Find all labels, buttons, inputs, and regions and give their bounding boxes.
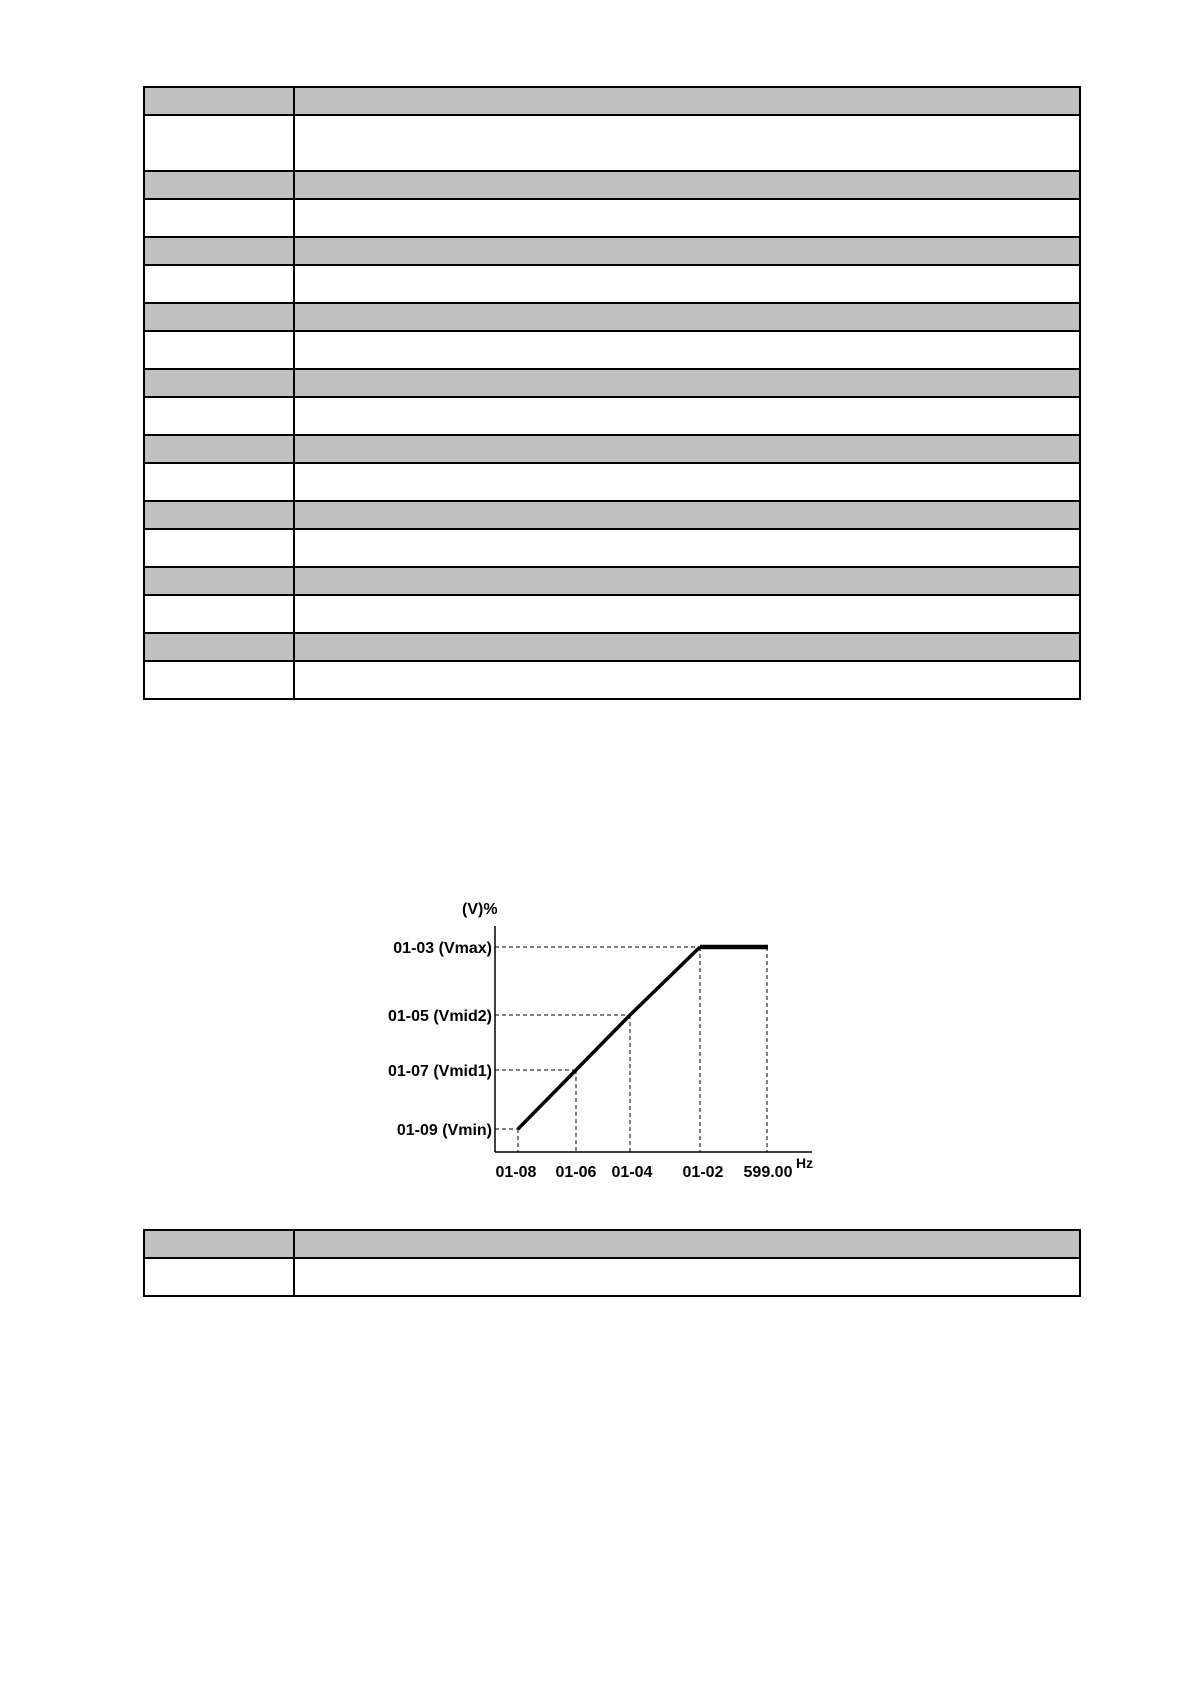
- x-label-f-base: 01-02: [682, 1164, 724, 1181]
- table-cell: [294, 633, 1080, 661]
- table-header-row: [144, 87, 1080, 115]
- table-cell: [144, 435, 294, 463]
- x-label-f-max: 599.00: [743, 1164, 793, 1181]
- table-cell: [294, 331, 1080, 369]
- table-cell: [144, 1258, 294, 1296]
- table-cell: [294, 1258, 1080, 1296]
- table-cell: [294, 595, 1080, 633]
- x-label-f-min: 01-08: [495, 1164, 537, 1181]
- x-label-f-mid1: 01-06: [555, 1164, 597, 1181]
- table-cell: [294, 463, 1080, 501]
- table-row: [144, 397, 1080, 435]
- table-cell: [294, 265, 1080, 303]
- table-header-row: [144, 303, 1080, 331]
- table-header-row: [144, 1230, 1080, 1258]
- table-row: [144, 115, 1080, 171]
- table-cell: [294, 501, 1080, 529]
- table-header-row: [144, 369, 1080, 397]
- table-cell: [294, 529, 1080, 567]
- y-label-vmid2: 01-05 (Vmid2): [387, 1008, 492, 1025]
- table-cell: [144, 501, 294, 529]
- table-cell: [144, 265, 294, 303]
- table-cell: [144, 115, 294, 171]
- table-header-row: [144, 171, 1080, 199]
- table-row: [144, 529, 1080, 567]
- table-cell: [294, 199, 1080, 237]
- table-header-row: [144, 633, 1080, 661]
- table-cell: [144, 529, 294, 567]
- table-cell: [144, 463, 294, 501]
- table-header-row: [144, 435, 1080, 463]
- table-row: [144, 265, 1080, 303]
- table-cell: [294, 237, 1080, 265]
- table-cell: [294, 1230, 1080, 1258]
- table-cell: [294, 397, 1080, 435]
- table-row: [144, 331, 1080, 369]
- x-unit-label: Hz: [796, 1155, 814, 1171]
- table-cell: [144, 87, 294, 115]
- table-cell: [294, 303, 1080, 331]
- y-unit-label: (V)%: [462, 901, 498, 918]
- table-cell: [294, 369, 1080, 397]
- table-cell: [294, 115, 1080, 171]
- table-cell: [144, 303, 294, 331]
- table-header-row: [144, 237, 1080, 265]
- table-row: [144, 1258, 1080, 1296]
- vf-curve-diagram: [370, 890, 830, 1200]
- table-cell: [144, 331, 294, 369]
- table-cell: [144, 171, 294, 199]
- table-cell: [144, 397, 294, 435]
- table-cell: [144, 633, 294, 661]
- table-cell: [144, 595, 294, 633]
- table-cell: [294, 435, 1080, 463]
- parameter-table-bottom: [143, 1229, 1081, 1297]
- table-cell: [144, 199, 294, 237]
- table-cell: [144, 237, 294, 265]
- table-cell: [144, 661, 294, 699]
- table-cell: [294, 171, 1080, 199]
- y-label-vmid1: 01-07 (Vmid1): [387, 1063, 492, 1080]
- table-header-row: [144, 501, 1080, 529]
- y-label-vmax: 01-03 (Vmax): [393, 940, 492, 957]
- table-cell: [294, 567, 1080, 595]
- parameter-table-top: [143, 86, 1081, 700]
- table-header-row: [144, 567, 1080, 595]
- table-cell: [144, 1230, 294, 1258]
- vf-curve-line: [518, 947, 700, 1129]
- table-cell: [294, 87, 1080, 115]
- table-cell: [294, 661, 1080, 699]
- table-row: [144, 463, 1080, 501]
- x-label-f-mid2: 01-04: [611, 1164, 653, 1181]
- y-label-vmin: 01-09 (Vmin): [396, 1122, 492, 1139]
- table-row: [144, 199, 1080, 237]
- table-cell: [144, 567, 294, 595]
- table-row: [144, 595, 1080, 633]
- table-row: [144, 661, 1080, 699]
- table-cell: [144, 369, 294, 397]
